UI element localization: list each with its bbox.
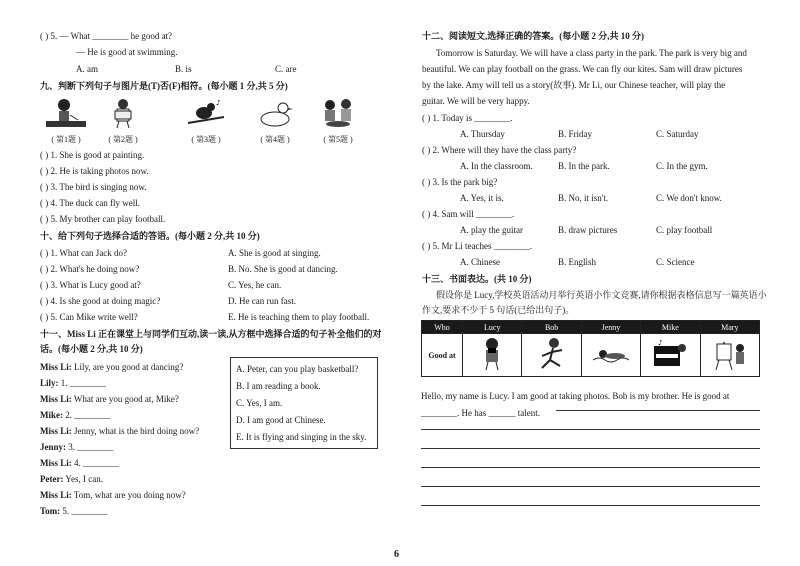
passage-line-3: by the lake. Amy will tell us a story(故事). Mr Li, our Chinese teacher, will play the [422,80,726,90]
s10-question-4: ( ) 4. Is she good at doing magic? [40,296,161,306]
dialog-line-7: Miss Li: 4. ________ [40,458,120,468]
writing-line-3[interactable] [421,448,760,449]
section-11-title-line1: 十一、Miss Li 正在课堂上与同学们互动,读一读,从方框中选择合适的句子补全他们的对 [40,329,382,339]
writing-prompt-line1: 假设你是 Lucy,学校英语活动月举行英语小作文竞赛,请你根据表格信息写一篇英语小 [436,290,767,300]
box-option-d: D. I am good at Chinese. [236,415,326,425]
s12-q4-option-b[interactable]: B. draw pictures [558,225,618,235]
s12-q1-option-c[interactable]: C. Saturday [656,129,699,139]
box-option-a: A. Peter, can you play basketball? [236,364,359,374]
picture-caption-5: ( 第5题 ) [323,135,353,144]
header-bob: Bob [522,321,581,334]
picture-caption-2: ( 第2题 ) [108,135,138,144]
s12-q3-option-a[interactable]: A. Yes, it is. [460,193,504,203]
box-option-b: B. I am reading a book. [236,381,321,391]
dialog-line-9: Miss Li: Tom, what are you doing now? [40,490,186,500]
mary-painting-picture [700,334,759,377]
s10-question-3: ( ) 3. What is Lucy good at? [40,280,141,290]
s10-answer-e: E. He is teaching them to play football. [228,312,370,322]
svg-text:♪: ♪ [216,99,221,107]
dialog-line-4: Mike: 2. ________ [40,410,111,420]
s10-question-1: ( ) 1. What can Jack do? [40,248,128,258]
passage-line-1: Tomorrow is Saturday. We will have a class party in the park. The park is very big and [436,48,747,58]
essay-start-line1: Hello, my name is Lucy. I am good at taking photos. Bob is my brother. He is good at [421,391,730,401]
s12-q2-option-c[interactable]: C. In the gym. [656,161,708,171]
picture-caption-3: ( 第3题 ) [191,135,221,144]
talent-table-row [422,334,760,377]
passage-line-2: beautiful. We can play football on the grass. We can fly our kites. Sam will draw pictures [422,64,743,74]
q5-stem: ( ) 5. — What ________ he good at? [40,31,173,41]
dialog-line-5: Miss Li: Jenny, what is the bird doing now? [40,426,200,436]
row-label-good-at: Good at [422,334,463,377]
girl-painting-picture [44,97,88,129]
talent-table-header [422,321,760,334]
talent-table [421,320,760,377]
s10-question-2: ( ) 2. What's he doing now? [40,264,140,274]
svg-text:♪: ♪ [658,339,663,347]
section-10-title: 十、给下列句子选择合适的答语。(每小题 2 分,共 10 分) [40,231,260,241]
s9-item-3: ( ) 3. The bird is singing now. [40,182,147,192]
s12-q1-option-b[interactable]: B. Friday [558,129,593,139]
man-reading-picture [101,97,145,129]
writing-prompt-line2: 作文,要求不少于 5 句话(已给出句子)。 [422,305,575,315]
section-13-title: 十三、书面表达。(共 10 分) [422,274,532,284]
s12-q3-option-b[interactable]: B. No, it isn't. [558,193,609,203]
header-who: Who [422,321,463,334]
dialog-line-1: Miss Li: Lily, are you good at dancing? [40,362,184,372]
writing-line-2[interactable] [421,429,760,430]
section-9-title: 九、判断下列句子与图片是(T)否(F)相符。(每小题 1 分,共 5 分) [40,81,288,91]
s9-item-4: ( ) 4. The duck can fly well. [40,198,141,208]
writing-line-6[interactable] [421,505,760,506]
jenny-swimming-picture [581,334,640,377]
lucy-camera-picture [463,334,522,377]
s12-q3-option-c[interactable]: C. We don't know. [656,193,722,203]
header-mary: Mary [700,321,759,334]
section-12-title: 十二、阅读短文,选择正确的答案。(每小题 2 分,共 10 分) [422,31,644,41]
s9-item-5: ( ) 5. My brother can play football. [40,214,166,224]
writing-line-1[interactable] [556,410,760,411]
passage-line-4: guitar. We will be very happy. [422,96,530,106]
essay-start-line2: ________. He has ______ talent. [421,408,540,418]
s12-q1-option-a[interactable]: A. Thursday [460,129,505,139]
s12-q5-option-c[interactable]: C. Science [656,257,695,267]
s12-q5-option-b[interactable]: B. English [558,257,597,267]
q5-reply: — He is good at swimming. [76,47,178,57]
s12-question-5: ( ) 5. Mr Li teaches ________. [422,241,532,251]
box-option-c: C. Yes, I am. [236,398,283,408]
s12-q2-option-b[interactable]: B. In the park. [558,161,610,171]
s12-q4-option-c[interactable]: C. play football [656,225,713,235]
header-jenny: Jenny [581,321,640,334]
bob-running-picture [522,334,581,377]
dialog-line-3: Miss Li: What are you good at, Mike? [40,394,179,404]
s12-question-3: ( ) 3. Is the park big? [422,177,498,187]
bird-singing-picture [184,97,228,129]
mike-piano-picture [641,334,700,377]
writing-line-4[interactable] [421,467,760,468]
header-mike: Mike [641,321,700,334]
dialog-line-2: Lily: 1. ________ [40,378,106,388]
s10-answer-d: D. He can run fast. [228,296,296,306]
section-11-title-line2: 话。(每小题 2 分,共 10 分) [40,344,143,354]
dialog-line-8: Peter: Yes, I can. [40,474,103,484]
children-cooking-picture [316,97,360,129]
s12-question-1: ( ) 1. Today is ________. [422,113,513,123]
s12-q4-option-a[interactable]: A. play the guitar [460,225,523,235]
q5-option-a[interactable]: A. am [76,64,98,74]
s12-question-2: ( ) 2. Where will they have the class party? [422,145,577,155]
s9-item-2: ( ) 2. He is taking photos now. [40,166,149,176]
s10-answer-b: B. No. She is good at dancing. [228,264,338,274]
q5-option-b[interactable]: B. is [175,64,192,74]
s12-q2-option-a[interactable]: A. In the classroom. [460,161,533,171]
s12-question-4: ( ) 4. Sam will ________. [422,209,515,219]
s10-question-5: ( ) 5. Can Mike write well? [40,312,138,322]
right-page [400,0,800,566]
box-option-e: E. It is flying and singing in the sky. [236,432,367,442]
writing-line-5[interactable] [421,486,760,487]
s12-q5-option-a[interactable]: A. Chinese [460,257,500,267]
header-lucy: Lucy [463,321,522,334]
dialog-line-10: Tom: 5. ________ [40,506,108,516]
s10-answer-c: C. Yes, he can. [228,280,282,290]
picture-caption-1: ( 第1题 ) [51,135,81,144]
dialog-line-6: Jenny: 3. ________ [40,442,114,452]
s9-item-1: ( ) 1. She is good at painting. [40,150,145,160]
picture-caption-4: ( 第4题 ) [260,135,290,144]
page-number: 6 [394,549,399,560]
s10-answer-a: A. She is good at singing. [228,248,321,258]
duck-picture [253,97,297,129]
q5-option-c[interactable]: C. are [275,64,297,74]
sentence-option-box [230,357,378,449]
